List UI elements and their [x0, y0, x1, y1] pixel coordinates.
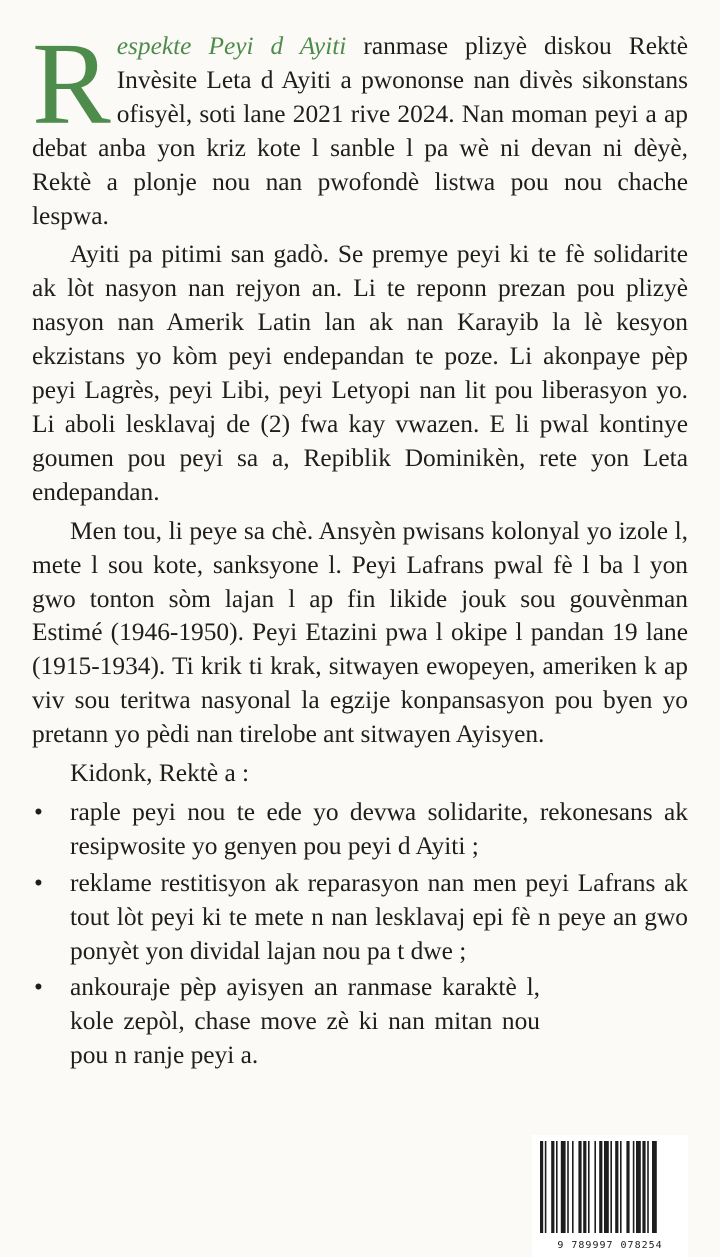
intro-paragraph: [32, 18, 688, 233]
intro-text: ranmase plizyè diskou Rektè Invèsite Leta d Ayiti a pwononse nan divès sikonstans ofisyèl, soti lane 2021 rive 2024. Nan moman peyi a ap debat anba yon kriz kote l sanble l pa wè ni devan ni dèyè, Rektè a plonje nou nan pwofondè listwa pou nou chache lespwa.: [32, 32, 688, 230]
barcode-bars-icon: [532, 1135, 688, 1237]
bullet-icon: •: [34, 868, 43, 897]
list-item: [32, 971, 540, 1073]
paragraph-conclusion: Kidonk, Rektè a :: [70, 759, 250, 788]
list-item: [32, 867, 688, 969]
back-cover-text: [32, 18, 688, 1076]
list-item: [32, 796, 688, 864]
bullet-icon: •: [34, 973, 43, 1002]
isbn-number: 9 789997 078254: [557, 1240, 663, 1251]
list-item-text: reklame restitisyon ak reparasyon nan men peyi Lafrans ak tout lòt peyi ki te mete n nan lesklavaj epi fè n peye an gwo ponyèt yon dividal lajan nou pa t dwe ;: [70, 868, 688, 965]
list-item-text: raple peyi nou te ede yo devwa solidarite, rekonesans ak resipwosite yo genyen pou peyi d Ayiti ;: [70, 797, 688, 860]
bullet-list: [32, 796, 688, 1073]
isbn-barcode: [532, 1135, 688, 1257]
drop-cap: R: [32, 18, 111, 149]
list-item-text: ankouraje pèp ayisyen an ranmase karaktè l, kole zepòl, chase move zè ki nan mitan nou pou n ranje peyi a.: [70, 973, 540, 1070]
paragraph-solidarity: Ayiti pa pitimi san gadò. Se premye peyi ki te fè solidarite ak lòt nasyon nan rejyon an. Li te reponn prezan pou plizyè nasyon nan Amerik Latin lan ak nan Karayib la lè kesyon ekzistans yo kòm peyi endepandan te poze. Li akonpaye pèp peyi Lagrès, peyi Libi, peyi Letyopi nan lit pou liberasyon yo. Li aboli lesklavaj de (2) fwa kay vwazen. E li pwal kontinye goumen pou peyi sa a, Repiblik Dominikèn, rete yon Leta endepandan.: [32, 240, 688, 506]
paragraph-cost: Men tou, li peye sa chè. Ansyèn pwisans kolonyal yo izole l, mete l sou kote, sanksyone l. Peyi Lafrans pwal fè l ba l yon gwo tonton sòm lajan l ap fin likide jouk sou gouvènman Estimé (1946-1950). Peyi Etazini pwa l okipe l pandan 19 lane (1915-1934). Ti krik ti krak, sitwayen ewopeyen, ameriken k ap viv sou teritwa nasyonal la egzije konpansasyon pou byen yo pretann yo pèdi nan tirelobe ant sitwayen Ayisyen.: [32, 516, 688, 749]
bullet-icon: •: [34, 797, 43, 826]
book-title: espekte Peyi d Ayiti: [116, 32, 347, 60]
